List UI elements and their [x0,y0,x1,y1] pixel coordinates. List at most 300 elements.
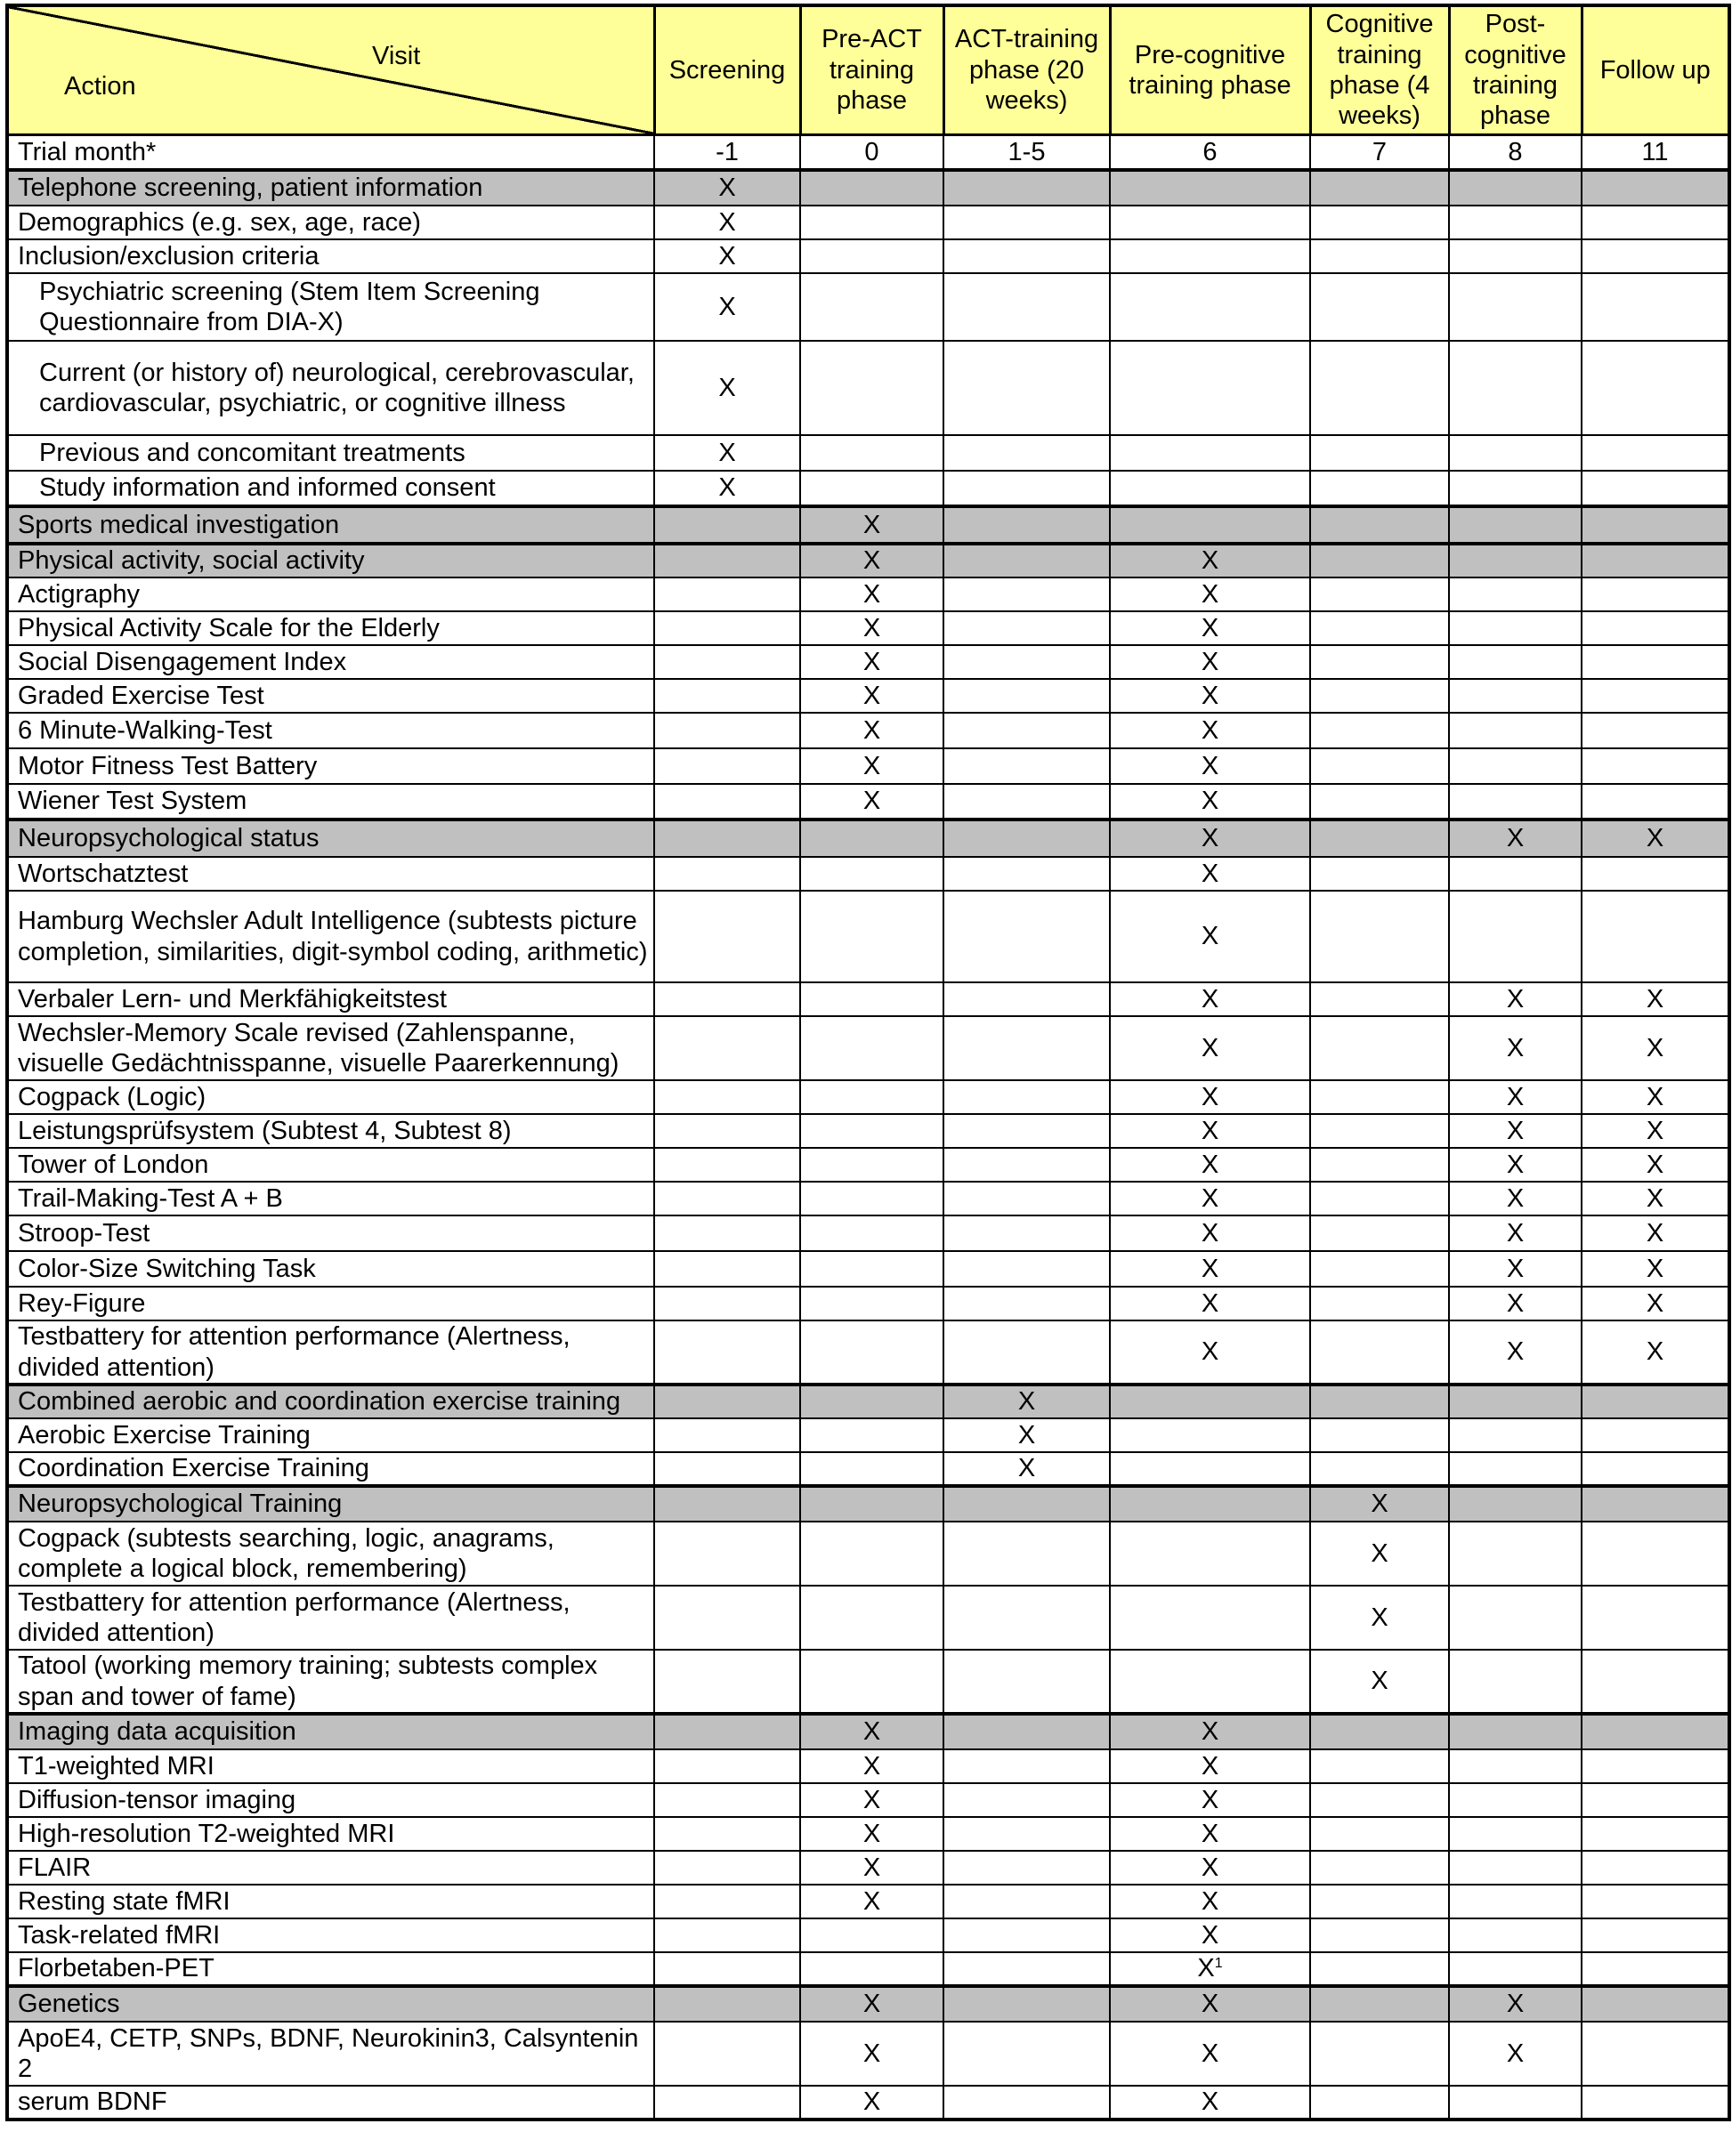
scheduled-mark: X [1449,1148,1582,1182]
empty-cell [1582,170,1729,206]
empty-cell [1310,1215,1449,1251]
empty-cell [943,1986,1110,2022]
empty-cell [1310,341,1449,435]
section-row [7,1486,1729,1522]
empty-cell [800,239,943,273]
empty-cell [654,1986,800,2022]
empty-cell [654,1114,800,1148]
empty-cell [943,1851,1110,1885]
empty-cell [654,1148,800,1182]
table-row [7,784,1729,820]
scheduled-mark: X [800,748,943,784]
scheduled-mark: X [800,506,943,544]
scheduled-mark: X [1310,1522,1449,1586]
empty-cell [800,857,943,891]
empty-cell [654,1783,800,1817]
scheduled-mark: X [1110,2086,1310,2120]
column-header: Follow up [1582,5,1729,134]
table-row [7,1182,1729,1215]
empty-cell [654,748,800,784]
empty-cell [654,784,800,820]
empty-cell [800,1486,943,1522]
empty-cell [1310,544,1449,577]
empty-cell [1582,1918,1729,1952]
action-label: Graded Exercise Test [7,679,654,713]
empty-cell [1582,1522,1729,1586]
table-row [7,891,1729,982]
empty-cell [943,1320,1110,1385]
empty-cell [943,1952,1110,1986]
scheduled-mark: X [800,784,943,820]
scheduled-mark: X [1110,544,1310,577]
table-row [7,1251,1729,1287]
empty-cell [1449,1783,1582,1817]
empty-cell [1582,1817,1729,1851]
empty-cell [1582,679,1729,713]
column-header: Cognitive training phase (4 weeks) [1310,5,1449,134]
table-row [7,1522,1729,1586]
empty-cell [1310,1418,1449,1452]
table-row [7,239,1729,273]
trial-month-value: -1 [654,134,800,170]
empty-cell [654,891,800,982]
action-label: Wortschatztest [7,857,654,891]
action-label: Wechsler-Memory Scale revised (Zahlenspanne, visuelle Gedächtnisspanne, visuelle Paarerkennung) [7,1016,654,1080]
scheduled-mark: X [943,1418,1110,1452]
table-row [7,857,1729,891]
scheduled-mark: X [1110,820,1310,857]
scheduled-mark: X [1449,1251,1582,1287]
empty-cell [1582,341,1729,435]
scheduled-mark: X [1582,1287,1729,1320]
empty-cell [1110,206,1310,239]
trial-month-value: 0 [800,134,943,170]
action-label: Coordination Exercise Training [7,1452,654,1486]
empty-cell [1582,784,1729,820]
table-row [7,1452,1729,1486]
scheduled-mark: X [1449,1016,1582,1080]
empty-cell [1449,1851,1582,1885]
empty-cell [1110,506,1310,544]
empty-cell [1449,170,1582,206]
empty-cell [1110,341,1310,435]
scheduled-mark: X [800,611,943,645]
empty-cell [943,645,1110,679]
scheduled-mark: X [1582,982,1729,1016]
table-row [7,341,1729,435]
empty-cell [943,1714,1110,1749]
scheduled-mark: X [654,239,800,273]
empty-cell [1310,170,1449,206]
empty-cell [654,2086,800,2120]
section-label: Neuropsychological status [7,820,654,857]
empty-cell [654,1320,800,1385]
empty-cell [1449,1714,1582,1749]
empty-cell [943,1885,1110,1918]
trial-month-value: 11 [1582,134,1729,170]
scheduled-mark: X [800,2022,943,2086]
empty-cell [943,1486,1110,1522]
action-label: Physical Activity Scale for the Elderly [7,611,654,645]
empty-cell [1582,1650,1729,1714]
action-label: Trail-Making-Test A + B [7,1182,654,1215]
empty-cell [1449,1385,1582,1418]
empty-cell [1449,577,1582,611]
empty-cell [943,1148,1110,1182]
trial-month-value: 1-5 [943,134,1110,170]
empty-cell [1449,645,1582,679]
table-row [7,1918,1729,1952]
empty-cell [943,2022,1110,2086]
empty-cell [1110,435,1310,471]
scheduled-mark: X [800,2086,943,2120]
scheduled-mark: X [1110,1215,1310,1251]
empty-cell [800,891,943,982]
action-label: Wiener Test System [7,784,654,820]
scheduled-mark: X [1110,748,1310,784]
scheduled-mark: X [654,341,800,435]
scheduled-mark: X [1110,1885,1310,1918]
trial-month-row [7,134,1729,170]
scheduled-mark: X [1110,1182,1310,1215]
empty-cell [1449,506,1582,544]
scheduled-mark: X [654,273,800,341]
empty-cell [1449,239,1582,273]
table-row [7,982,1729,1016]
empty-cell [1449,713,1582,748]
empty-cell [943,1215,1110,1251]
empty-cell [654,506,800,544]
scheduled-mark: X [943,1452,1110,1486]
empty-cell [800,1251,943,1287]
action-label: T1-weighted MRI [7,1749,654,1783]
empty-cell [1449,435,1582,471]
action-label: Inclusion/exclusion criteria [7,239,654,273]
section-label: Combined aerobic and coordination exercise training [7,1385,654,1418]
action-label: Tatool (working memory training; subtests complex span and tower of fame) [7,1650,654,1714]
scheduled-mark: X [1110,1783,1310,1817]
empty-cell [1310,471,1449,506]
empty-cell [654,1918,800,1952]
empty-cell [800,273,943,341]
empty-cell [1449,1486,1582,1522]
empty-cell [800,820,943,857]
empty-cell [1310,713,1449,748]
empty-cell [943,2086,1110,2120]
empty-cell [1310,1918,1449,1952]
empty-cell [1449,1918,1582,1952]
scheduled-mark: X [1582,1080,1729,1114]
empty-cell [1310,820,1449,857]
action-label: Florbetaben-PET [7,1952,654,1986]
section-row [7,1986,1729,2022]
table-row [7,1783,1729,1817]
scheduled-mark: X [1582,1215,1729,1251]
section-row [7,1714,1729,1749]
empty-cell [1449,857,1582,891]
empty-cell [1310,1016,1449,1080]
empty-cell [654,713,800,748]
scheduled-mark: X [1582,1148,1729,1182]
section-label: Physical activity, social activity [7,544,654,577]
empty-cell [1310,1986,1449,2022]
empty-cell [1582,2022,1729,2086]
empty-cell [800,1650,943,1714]
empty-cell [1110,471,1310,506]
empty-cell [1310,506,1449,544]
action-label: Diffusion-tensor imaging [7,1783,654,1817]
empty-cell [1310,435,1449,471]
empty-cell [1582,206,1729,239]
scheduled-mark: X [654,435,800,471]
empty-cell [1582,1486,1729,1522]
empty-cell [654,2022,800,2086]
empty-cell [943,1287,1110,1320]
scheduled-mark: X [654,170,800,206]
table-row [7,1320,1729,1385]
column-header: Post-cognitive training phase [1449,5,1582,134]
empty-cell [800,341,943,435]
empty-cell [1110,1486,1310,1522]
empty-cell [1449,341,1582,435]
empty-cell [654,544,800,577]
table-row [7,273,1729,341]
empty-cell [800,1918,943,1952]
scheduled-mark: X [1449,820,1582,857]
action-label: Demographics (e.g. sex, age, race) [7,206,654,239]
empty-cell [654,1418,800,1452]
scheduled-mark: X [1110,577,1310,611]
empty-cell [1582,748,1729,784]
empty-cell [1110,1385,1310,1418]
empty-cell [943,273,1110,341]
empty-cell [654,820,800,857]
empty-cell [943,982,1110,1016]
empty-cell [1310,1287,1449,1320]
scheduled-mark: X [654,471,800,506]
empty-cell [654,1851,800,1885]
action-label: Resting state fMRI [7,1885,654,1918]
empty-cell [943,748,1110,784]
empty-cell [1310,1182,1449,1215]
empty-cell [1582,1851,1729,1885]
scheduled-mark: X [800,679,943,713]
empty-cell [1449,679,1582,713]
scheduled-mark: X [943,1385,1110,1418]
action-label: Color-Size Switching Task [7,1251,654,1287]
empty-cell [800,1215,943,1251]
table-row [7,1287,1729,1320]
scheduled-mark: X [1582,1182,1729,1215]
empty-cell [1310,1817,1449,1851]
empty-cell [943,1749,1110,1783]
empty-cell [1310,784,1449,820]
table-row [7,471,1729,506]
empty-cell [654,611,800,645]
empty-cell [654,1522,800,1586]
column-header: Screening [654,5,800,134]
empty-cell [1582,1749,1729,1783]
empty-cell [1310,1714,1449,1749]
action-label: Aerobic Exercise Training [7,1418,654,1452]
empty-cell [1310,1452,1449,1486]
empty-cell [800,1016,943,1080]
scheduled-mark: X [1582,1251,1729,1287]
action-label: Verbaler Lern- und Merkfähigkeitstest [7,982,654,1016]
table-row [7,645,1729,679]
table-row [7,1885,1729,1918]
empty-cell [943,1783,1110,1817]
scheduled-mark: X [1110,1148,1310,1182]
scheduled-mark: X [800,1885,943,1918]
empty-cell [800,1452,943,1486]
action-label: Actigraphy [7,577,654,611]
empty-cell [1310,1251,1449,1287]
empty-cell [943,679,1110,713]
empty-cell [1310,1783,1449,1817]
empty-cell [1310,273,1449,341]
table-row [7,748,1729,784]
scheduled-mark: X [1110,1320,1310,1385]
scheduled-mark: X [800,1851,943,1885]
section-label: Sports medical investigation [7,506,654,544]
empty-cell [654,1885,800,1918]
empty-cell [943,1016,1110,1080]
empty-cell [943,506,1110,544]
empty-cell [1310,891,1449,982]
scheduled-mark: X [1310,1486,1449,1522]
study-schedule-table [5,4,1731,2121]
empty-cell [1449,1749,1582,1783]
empty-cell [1582,471,1729,506]
empty-cell [654,857,800,891]
empty-cell [1310,1114,1449,1148]
empty-cell [943,1114,1110,1148]
action-label: Social Disengagement Index [7,645,654,679]
table-row [7,611,1729,645]
empty-cell [654,1452,800,1486]
empty-cell [1449,1418,1582,1452]
trial-month-value: 6 [1110,134,1310,170]
empty-cell [943,611,1110,645]
empty-cell [654,679,800,713]
table-row [7,1114,1729,1148]
empty-cell [1582,1952,1729,1986]
empty-cell [654,1714,800,1749]
empty-cell [654,1817,800,1851]
empty-cell [1582,577,1729,611]
empty-cell [1582,857,1729,891]
footnote-marker: 1 [1214,1956,1223,1972]
table-row [7,1215,1729,1251]
section-label: Genetics [7,1986,654,2022]
empty-cell [943,170,1110,206]
empty-cell [654,1251,800,1287]
empty-cell [800,1586,943,1650]
empty-cell [1582,1385,1729,1418]
scheduled-mark: X [800,544,943,577]
scheduled-mark: X [1110,891,1310,982]
empty-cell [654,1016,800,1080]
empty-cell [943,1522,1110,1586]
trial-month-label: Trial month* [7,134,654,170]
action-label: Tower of London [7,1148,654,1182]
empty-cell [800,1385,943,1418]
empty-cell [1110,170,1310,206]
empty-cell [654,1749,800,1783]
action-label: Study information and informed consent [7,471,654,506]
empty-cell [1310,1385,1449,1418]
empty-cell [1582,544,1729,577]
table-row [7,1817,1729,1851]
action-label: Rey-Figure [7,1287,654,1320]
empty-cell [943,1817,1110,1851]
scheduled-mark: X [1110,1918,1310,1952]
scheduled-mark: X [1449,1080,1582,1114]
section-row [7,170,1729,206]
empty-cell [800,471,943,506]
empty-cell [1110,273,1310,341]
scheduled-mark: X [1110,1851,1310,1885]
table-row [7,1952,1729,1986]
empty-cell [1582,891,1729,982]
empty-cell [1449,1952,1582,1986]
empty-cell [1110,239,1310,273]
empty-cell [654,982,800,1016]
table-row [7,2086,1729,2120]
table-row [7,1650,1729,1714]
empty-cell [1449,1650,1582,1714]
empty-cell [943,1182,1110,1215]
table-row [7,1851,1729,1885]
scheduled-mark: X [800,713,943,748]
empty-cell [654,1952,800,1986]
section-row [7,820,1729,857]
scheduled-mark: X [1110,1080,1310,1114]
scheduled-mark: X [1449,1287,1582,1320]
scheduled-mark: X [1582,1320,1729,1385]
empty-cell [1310,2086,1449,2120]
empty-cell [1582,611,1729,645]
scheduled-mark: X [1582,1114,1729,1148]
action-label: Psychiatric screening (Stem Item Screening Questionnaire from DIA-X) [7,273,654,341]
empty-cell [800,1320,943,1385]
scheduled-mark: X [1582,1016,1729,1080]
scheduled-mark: X [1110,713,1310,748]
table-row [7,2022,1729,2086]
action-label: High-resolution T2-weighted MRI [7,1817,654,1851]
section-row [7,506,1729,544]
empty-cell [1449,2086,1582,2120]
empty-cell [800,1080,943,1114]
scheduled-mark: X [800,1749,943,1783]
scheduled-mark: X [1310,1650,1449,1714]
empty-cell [1110,1586,1310,1650]
empty-cell [1310,1749,1449,1783]
empty-cell [1110,1650,1310,1714]
table-row [7,206,1729,239]
empty-cell [943,206,1110,239]
column-header: Pre-cognitive training phase [1110,5,1310,134]
scheduled-mark: X [1449,1182,1582,1215]
empty-cell [943,1918,1110,1952]
action-label: Testbattery for attention performance (Alertness, divided attention) [7,1586,654,1650]
scheduled-mark: X [800,1986,943,2022]
table-row [7,1418,1729,1452]
empty-cell [1310,2022,1449,2086]
empty-cell [1110,1418,1310,1452]
empty-cell [1582,506,1729,544]
